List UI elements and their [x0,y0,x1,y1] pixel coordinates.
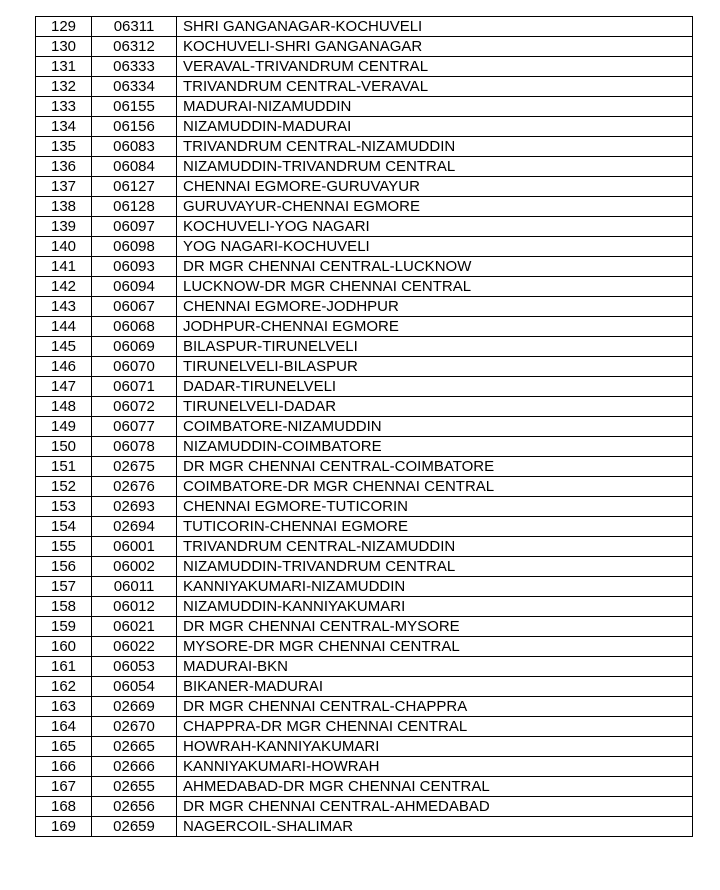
train-route-cell: KANNIYAKUMARI-HOWRAH [177,757,693,777]
table-row [36,297,693,317]
serial-number-cell: 152 [36,477,92,497]
table-row [36,417,693,437]
train-route-cell: CHENNAI EGMORE-GURUVAYUR [177,177,693,197]
table-row [36,117,693,137]
table-row [36,77,693,97]
table-row [36,237,693,257]
train-number-cell: 06022 [92,637,177,657]
train-number-cell: 02675 [92,457,177,477]
train-number-cell: 06077 [92,417,177,437]
table-row [36,737,693,757]
serial-number-cell: 159 [36,617,92,637]
train-route-cell: MADURAI-BKN [177,657,693,677]
train-route-cell: NAGERCOIL-SHALIMAR [177,817,693,837]
table-row [36,617,693,637]
serial-number-cell: 145 [36,337,92,357]
serial-number-cell: 141 [36,257,92,277]
serial-number-cell: 169 [36,817,92,837]
train-route-cell: NIZAMUDDIN-TRIVANDRUM CENTRAL [177,557,693,577]
train-number-cell: 06070 [92,357,177,377]
train-route-cell: HOWRAH-KANNIYAKUMARI [177,737,693,757]
train-number-cell: 02659 [92,817,177,837]
serial-number-cell: 137 [36,177,92,197]
serial-number-cell: 157 [36,577,92,597]
serial-number-cell: 156 [36,557,92,577]
train-route-cell: NIZAMUDDIN-COIMBATORE [177,437,693,457]
train-number-cell: 06072 [92,397,177,417]
train-number-cell: 06071 [92,377,177,397]
serial-number-cell: 139 [36,217,92,237]
train-number-cell: 06312 [92,37,177,57]
table-row [36,777,693,797]
table-row [36,197,693,217]
train-number-cell: 02693 [92,497,177,517]
train-number-cell: 06001 [92,537,177,557]
table-row [36,817,693,837]
train-route-cell: COIMBATORE-NIZAMUDDIN [177,417,693,437]
train-route-cell: LUCKNOW-DR MGR CHENNAI CENTRAL [177,277,693,297]
serial-number-cell: 162 [36,677,92,697]
train-number-cell: 06093 [92,257,177,277]
table-row [36,317,693,337]
train-route-cell: YOG NAGARI-KOCHUVELI [177,237,693,257]
table-row [36,637,693,657]
train-number-cell: 02665 [92,737,177,757]
serial-number-cell: 163 [36,697,92,717]
train-route-cell: SHRI GANGANAGAR-KOCHUVELI [177,17,693,37]
train-list-table [35,16,693,837]
serial-number-cell: 133 [36,97,92,117]
train-route-cell: DR MGR CHENNAI CENTRAL-LUCKNOW [177,257,693,277]
serial-number-cell: 134 [36,117,92,137]
train-route-cell: COIMBATORE-DR MGR CHENNAI CENTRAL [177,477,693,497]
serial-number-cell: 151 [36,457,92,477]
table-row [36,597,693,617]
serial-number-cell: 146 [36,357,92,377]
table-row [36,37,693,57]
train-number-cell: 02666 [92,757,177,777]
train-route-cell: GURUVAYUR-CHENNAI EGMORE [177,197,693,217]
table-row [36,537,693,557]
train-number-cell: 06068 [92,317,177,337]
serial-number-cell: 164 [36,717,92,737]
table-row [36,677,693,697]
serial-number-cell: 150 [36,437,92,457]
table-row [36,337,693,357]
train-route-cell: DADAR-TIRUNELVELI [177,377,693,397]
serial-number-cell: 144 [36,317,92,337]
serial-number-cell: 147 [36,377,92,397]
table-row [36,697,693,717]
train-route-cell: AHMEDABAD-DR MGR CHENNAI CENTRAL [177,777,693,797]
train-number-cell: 06078 [92,437,177,457]
train-number-cell: 02655 [92,777,177,797]
train-route-cell: CHAPPRA-DR MGR CHENNAI CENTRAL [177,717,693,737]
serial-number-cell: 161 [36,657,92,677]
train-number-cell: 02656 [92,797,177,817]
train-route-cell: TRIVANDRUM CENTRAL-NIZAMUDDIN [177,137,693,157]
table-row [36,397,693,417]
train-number-cell: 06156 [92,117,177,137]
table-row [36,217,693,237]
table-row [36,257,693,277]
train-number-cell: 06083 [92,137,177,157]
train-route-cell: TUTICORIN-CHENNAI EGMORE [177,517,693,537]
table-row [36,57,693,77]
table-row [36,797,693,817]
train-route-cell: DR MGR CHENNAI CENTRAL-AHMEDABAD [177,797,693,817]
serial-number-cell: 168 [36,797,92,817]
serial-number-cell: 135 [36,137,92,157]
serial-number-cell: 130 [36,37,92,57]
train-route-cell: MYSORE-DR MGR CHENNAI CENTRAL [177,637,693,657]
train-route-cell: CHENNAI EGMORE-JODHPUR [177,297,693,317]
train-route-cell: CHENNAI EGMORE-TUTICORIN [177,497,693,517]
train-number-cell: 06097 [92,217,177,237]
serial-number-cell: 154 [36,517,92,537]
train-route-cell: MADURAI-NIZAMUDDIN [177,97,693,117]
table-row [36,457,693,477]
train-number-cell: 06311 [92,17,177,37]
table-row [36,137,693,157]
train-number-cell: 06333 [92,57,177,77]
serial-number-cell: 155 [36,537,92,557]
table-row [36,497,693,517]
train-route-cell: DR MGR CHENNAI CENTRAL-COIMBATORE [177,457,693,477]
serial-number-cell: 142 [36,277,92,297]
train-list-body [36,17,693,837]
train-number-cell: 06128 [92,197,177,217]
table-row [36,517,693,537]
table-row [36,577,693,597]
train-route-cell: TIRUNELVELI-BILASPUR [177,357,693,377]
train-route-cell: TIRUNELVELI-DADAR [177,397,693,417]
train-number-cell: 06002 [92,557,177,577]
train-route-cell: VERAVAL-TRIVANDRUM CENTRAL [177,57,693,77]
table-row [36,157,693,177]
train-route-cell: DR MGR CHENNAI CENTRAL-MYSORE [177,617,693,637]
train-route-cell: KOCHUVELI-YOG NAGARI [177,217,693,237]
train-number-cell: 06021 [92,617,177,637]
serial-number-cell: 167 [36,777,92,797]
train-route-cell: BILASPUR-TIRUNELVELI [177,337,693,357]
train-number-cell: 02694 [92,517,177,537]
train-number-cell: 06334 [92,77,177,97]
table-row [36,757,693,777]
serial-number-cell: 132 [36,77,92,97]
serial-number-cell: 138 [36,197,92,217]
train-number-cell: 06053 [92,657,177,677]
train-route-cell: BIKANER-MADURAI [177,677,693,697]
table-row [36,277,693,297]
serial-number-cell: 160 [36,637,92,657]
train-route-cell: DR MGR CHENNAI CENTRAL-CHAPPRA [177,697,693,717]
train-route-cell: NIZAMUDDIN-TRIVANDRUM CENTRAL [177,157,693,177]
table-row [36,437,693,457]
train-number-cell: 06155 [92,97,177,117]
train-number-cell: 02676 [92,477,177,497]
train-route-cell: KANNIYAKUMARI-NIZAMUDDIN [177,577,693,597]
table-row [36,357,693,377]
train-route-cell: TRIVANDRUM CENTRAL-VERAVAL [177,77,693,97]
table-row [36,477,693,497]
train-number-cell: 02669 [92,697,177,717]
serial-number-cell: 165 [36,737,92,757]
train-number-cell: 06012 [92,597,177,617]
train-number-cell: 02670 [92,717,177,737]
table-row [36,557,693,577]
train-route-cell: TRIVANDRUM CENTRAL-NIZAMUDDIN [177,537,693,557]
train-route-cell: JODHPUR-CHENNAI EGMORE [177,317,693,337]
train-number-cell: 06127 [92,177,177,197]
train-number-cell: 06094 [92,277,177,297]
train-number-cell: 06067 [92,297,177,317]
table-row [36,377,693,397]
train-route-cell: KOCHUVELI-SHRI GANGANAGAR [177,37,693,57]
serial-number-cell: 143 [36,297,92,317]
train-number-cell: 06098 [92,237,177,257]
serial-number-cell: 140 [36,237,92,257]
train-number-cell: 06054 [92,677,177,697]
train-number-cell: 06084 [92,157,177,177]
serial-number-cell: 166 [36,757,92,777]
table-row [36,17,693,37]
table-row [36,97,693,117]
serial-number-cell: 149 [36,417,92,437]
table-row [36,177,693,197]
serial-number-cell: 153 [36,497,92,517]
serial-number-cell: 129 [36,17,92,37]
serial-number-cell: 148 [36,397,92,417]
table-row [36,717,693,737]
serial-number-cell: 131 [36,57,92,77]
serial-number-cell: 136 [36,157,92,177]
train-number-cell: 06011 [92,577,177,597]
serial-number-cell: 158 [36,597,92,617]
train-route-cell: NIZAMUDDIN-KANNIYAKUMARI [177,597,693,617]
train-route-cell: NIZAMUDDIN-MADURAI [177,117,693,137]
train-number-cell: 06069 [92,337,177,357]
table-row [36,657,693,677]
